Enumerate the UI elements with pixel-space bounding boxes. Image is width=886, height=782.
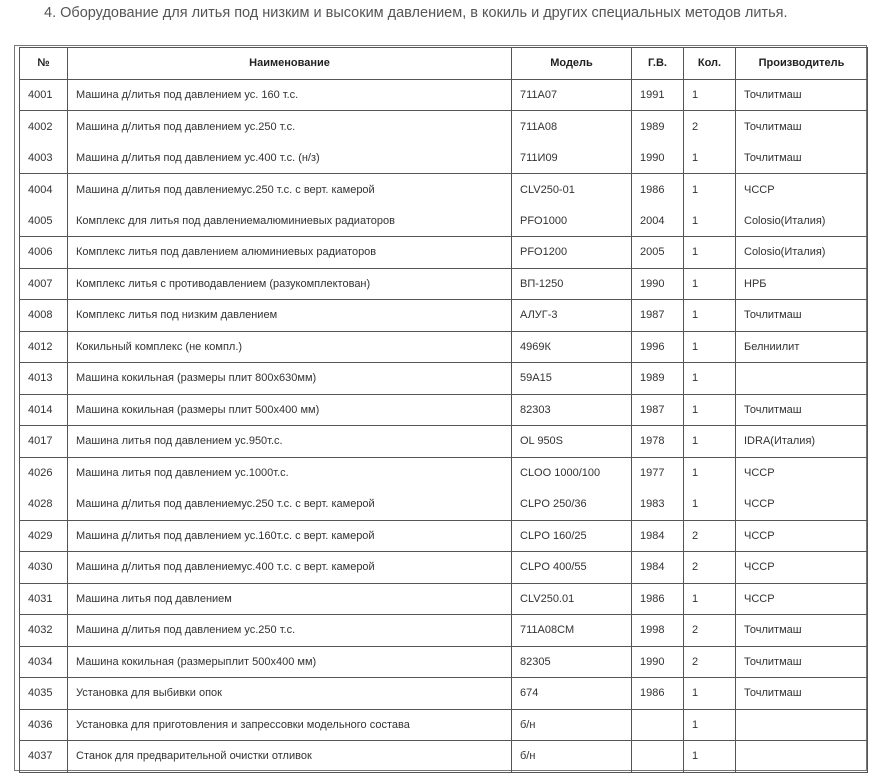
cell-quantity: 1: [684, 300, 736, 332]
table-row: [20, 615, 868, 647]
cell-quantity: 1: [684, 741, 736, 773]
cell-name: Машина д/литья под давлением ус.160т.с. с верт. камерой: [68, 520, 512, 552]
cell-model: PFO1200: [512, 237, 632, 269]
cell-name: Машина д/литья под давлениемус.400 т.с. с верт. камерой: [68, 552, 512, 584]
cell-year: 1998: [632, 615, 684, 647]
cell-manufacturer: ЧССР: [736, 489, 868, 521]
cell-year: 1989: [632, 363, 684, 395]
table-row: [20, 457, 868, 489]
cell-model: CLPO 400/55: [512, 552, 632, 584]
table-row: [20, 237, 868, 269]
equipment-table: [19, 47, 868, 773]
cell-model: 711A08: [512, 111, 632, 143]
cell-number: 4001: [20, 79, 68, 111]
cell-manufacturer: IDRA(Италия): [736, 426, 868, 458]
cell-quantity: 1: [684, 363, 736, 395]
column-header-name: Наименование: [68, 48, 512, 80]
table-row: [20, 394, 868, 426]
cell-number: 4035: [20, 678, 68, 710]
cell-model: CLPO 160/25: [512, 520, 632, 552]
cell-model: 711A07: [512, 79, 632, 111]
cell-manufacturer: Colosio(Италия): [736, 205, 868, 237]
cell-name: Машина литья под давлением ус.1000т.с.: [68, 457, 512, 489]
cell-manufacturer: Белниилит: [736, 331, 868, 363]
cell-quantity: 1: [684, 174, 736, 206]
table-row: [20, 174, 868, 206]
cell-manufacturer: ЧССР: [736, 552, 868, 584]
cell-year: [632, 709, 684, 741]
cell-manufacturer: ЧССР: [736, 174, 868, 206]
cell-model: 82305: [512, 646, 632, 678]
cell-manufacturer: ЧССР: [736, 457, 868, 489]
cell-model: CLPO 250/36: [512, 489, 632, 521]
cell-model: CLV250.01: [512, 583, 632, 615]
column-header-year: Г.В.: [632, 48, 684, 80]
cell-manufacturer: ЧССР: [736, 520, 868, 552]
cell-year: 1986: [632, 678, 684, 710]
cell-number: 4005: [20, 205, 68, 237]
cell-model: 4969К: [512, 331, 632, 363]
section-heading: 4. Оборудование для литья под низким и высоким давлением, в кокиль и других специальных методов литья.: [44, 5, 788, 21]
cell-manufacturer: Точлитмаш: [736, 678, 868, 710]
cell-number: 4026: [20, 457, 68, 489]
cell-number: 4003: [20, 142, 68, 174]
cell-manufacturer: ЧССР: [736, 583, 868, 615]
cell-quantity: 1: [684, 489, 736, 521]
cell-quantity: 1: [684, 678, 736, 710]
table-row: [20, 331, 868, 363]
cell-model: ВП-1250: [512, 268, 632, 300]
cell-year: 1990: [632, 142, 684, 174]
table-row: [20, 678, 868, 710]
cell-number: 4028: [20, 489, 68, 521]
cell-name: Машина кокильная (размеры плит 800x630мм): [68, 363, 512, 395]
cell-year: 1990: [632, 268, 684, 300]
cell-number: 4036: [20, 709, 68, 741]
cell-number: 4032: [20, 615, 68, 647]
cell-manufacturer: Точлитмаш: [736, 394, 868, 426]
cell-quantity: 2: [684, 111, 736, 143]
table-row: [20, 520, 868, 552]
cell-quantity: 1: [684, 709, 736, 741]
cell-model: б/н: [512, 709, 632, 741]
cell-number: 4017: [20, 426, 68, 458]
cell-manufacturer: Точлитмаш: [736, 111, 868, 143]
cell-year: 1990: [632, 646, 684, 678]
cell-name: Комплекс литья под давлением алюминиевых радиаторов: [68, 237, 512, 269]
cell-name: Комплекс для литья под давлениемалюминиевых радиаторов: [68, 205, 512, 237]
cell-manufacturer: Точлитмаш: [736, 142, 868, 174]
cell-model: OL 950S: [512, 426, 632, 458]
table-header-row: [20, 48, 868, 80]
cell-model: 59А15: [512, 363, 632, 395]
cell-name: Машина д/литья под давлением ус.400 т.с. (н/з): [68, 142, 512, 174]
cell-quantity: 1: [684, 79, 736, 111]
cell-quantity: 1: [684, 457, 736, 489]
cell-quantity: 1: [684, 205, 736, 237]
cell-name: Машина д/литья под давлением ус. 160 т.с.: [68, 79, 512, 111]
cell-name: Установка для приготовления и запрессовки модельного состава: [68, 709, 512, 741]
cell-name: Машина д/литья под давлениемус.250 т.с. с верт. камерой: [68, 174, 512, 206]
table-row: [20, 646, 868, 678]
cell-number: 4007: [20, 268, 68, 300]
cell-name: Комплекс литья под низким давлением: [68, 300, 512, 332]
cell-model: 82303: [512, 394, 632, 426]
cell-name: Комплекс литья с противодавлением (разукомплектован): [68, 268, 512, 300]
table-row: [20, 426, 868, 458]
cell-year: 1984: [632, 520, 684, 552]
cell-manufacturer: [736, 709, 868, 741]
cell-manufacturer: Точлитмаш: [736, 300, 868, 332]
cell-number: 4013: [20, 363, 68, 395]
table-row: [20, 300, 868, 332]
table-row: [20, 583, 868, 615]
table-row: [20, 205, 868, 237]
cell-model: 711A08CM: [512, 615, 632, 647]
table-row: [20, 268, 868, 300]
cell-quantity: 1: [684, 331, 736, 363]
cell-quantity: 1: [684, 237, 736, 269]
cell-number: 4014: [20, 394, 68, 426]
cell-number: 4008: [20, 300, 68, 332]
cell-number: 4031: [20, 583, 68, 615]
cell-model: PFO1000: [512, 205, 632, 237]
cell-model: 711И09: [512, 142, 632, 174]
cell-year: 1987: [632, 300, 684, 332]
cell-manufacturer: [736, 741, 868, 773]
cell-quantity: 2: [684, 615, 736, 647]
cell-year: 1989: [632, 111, 684, 143]
table-row: [20, 552, 868, 584]
cell-model: 674: [512, 678, 632, 710]
cell-name: Машина д/литья под давлением ус.250 т.с.: [68, 615, 512, 647]
cell-year: 2005: [632, 237, 684, 269]
cell-quantity: 1: [684, 426, 736, 458]
cell-number: 4037: [20, 741, 68, 773]
cell-name: Установка для выбивки опок: [68, 678, 512, 710]
cell-number: 4006: [20, 237, 68, 269]
cell-manufacturer: Colosio(Италия): [736, 237, 868, 269]
cell-name: Машина литья под давлением ус.950т.с.: [68, 426, 512, 458]
cell-year: 1996: [632, 331, 684, 363]
cell-name: Машина литья под давлением: [68, 583, 512, 615]
cell-model: АЛУГ-3: [512, 300, 632, 332]
cell-manufacturer: Точлитмаш: [736, 646, 868, 678]
cell-number: 4002: [20, 111, 68, 143]
table-row: [20, 741, 868, 773]
column-header-quantity: Кол.: [684, 48, 736, 80]
cell-number: 4029: [20, 520, 68, 552]
cell-manufacturer: Точлитмаш: [736, 79, 868, 111]
cell-number: 4012: [20, 331, 68, 363]
cell-number: 4030: [20, 552, 68, 584]
column-header-manufacturer: Производитель: [736, 48, 868, 80]
cell-year: 1984: [632, 552, 684, 584]
cell-quantity: 2: [684, 552, 736, 584]
cell-model: CLV250-01: [512, 174, 632, 206]
table-row: [20, 363, 868, 395]
cell-name: Машина кокильная (размеры плит 500x400 мм): [68, 394, 512, 426]
cell-name: Станок для предварительной очистки отливок: [68, 741, 512, 773]
column-header-number: №: [20, 48, 68, 80]
cell-year: [632, 741, 684, 773]
table-row: [20, 142, 868, 174]
cell-name: Кокильный комплекс (не компл.): [68, 331, 512, 363]
cell-year: 1978: [632, 426, 684, 458]
cell-quantity: 2: [684, 520, 736, 552]
cell-year: 1987: [632, 394, 684, 426]
cell-quantity: 2: [684, 646, 736, 678]
cell-year: 1983: [632, 489, 684, 521]
cell-manufacturer: [736, 363, 868, 395]
cell-model: б/н: [512, 741, 632, 773]
cell-model: CLOO 1000/100: [512, 457, 632, 489]
cell-manufacturer: НРБ: [736, 268, 868, 300]
cell-name: Машина кокильная (размерыплит 500x400 мм): [68, 646, 512, 678]
table-row: [20, 111, 868, 143]
cell-year: 1986: [632, 583, 684, 615]
cell-quantity: 1: [684, 583, 736, 615]
cell-year: 2004: [632, 205, 684, 237]
cell-quantity: 1: [684, 268, 736, 300]
cell-name: Машина д/литья под давлением ус.250 т.с.: [68, 111, 512, 143]
table-row: [20, 489, 868, 521]
table-row: [20, 709, 868, 741]
cell-year: 1977: [632, 457, 684, 489]
cell-manufacturer: Точлитмаш: [736, 615, 868, 647]
cell-number: 4004: [20, 174, 68, 206]
cell-year: 1986: [632, 174, 684, 206]
cell-quantity: 1: [684, 142, 736, 174]
cell-name: Машина д/литья под давлениемус.250 т.с. с верт. камерой: [68, 489, 512, 521]
cell-quantity: 1: [684, 394, 736, 426]
cell-number: 4034: [20, 646, 68, 678]
column-header-model: Модель: [512, 48, 632, 80]
table-row: [20, 79, 868, 111]
cell-year: 1991: [632, 79, 684, 111]
